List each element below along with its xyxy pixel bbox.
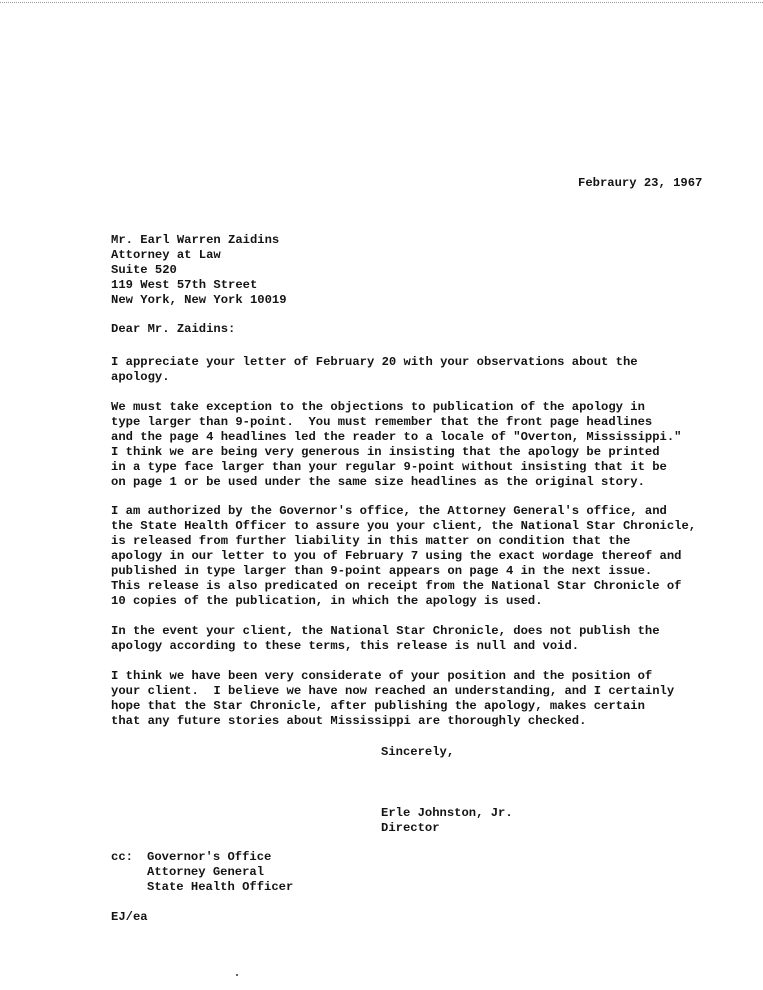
paragraph-line: I appreciate your letter of February 20 with your observations about the xyxy=(111,355,638,369)
paragraph-3 xyxy=(111,504,696,609)
paragraph-line: apology in our letter to you of February 7 using the exact wordage thereof and xyxy=(111,549,682,563)
cc-list xyxy=(147,850,293,895)
paragraph-line: on page 1 or be used under the same size headlines as the original story. xyxy=(111,475,645,489)
signer-title: Director xyxy=(381,821,440,835)
salutation: Dear Mr. Zaidins: xyxy=(111,322,236,336)
paragraph-line: in a type face larger than your regular 9-point without insisting that it be xyxy=(111,460,667,474)
paragraph-line: This release is also predicated on receipt from the National Star Chronicle of xyxy=(111,579,682,593)
paragraph-line: We must take exception to the objections to publication of the apology in xyxy=(111,400,645,414)
cc-recipient: Attorney General xyxy=(147,865,265,879)
paragraph-4 xyxy=(111,624,660,654)
paragraph-line: published in type larger than 9-point appears on page 4 in the next issue. xyxy=(111,564,653,578)
paragraph-line: hope that the Star Chronicle, after publishing the apology, makes certain xyxy=(111,699,645,713)
recipient-line: 119 West 57th Street xyxy=(111,278,258,292)
paragraph-line: In the event your client, the National Star Chronicle, does not publish the xyxy=(111,624,660,638)
paragraph-line: your client. I believe we have now reached an understanding, and I certainly xyxy=(111,684,675,698)
paragraph-line: that any future stories about Mississippi are thoroughly checked. xyxy=(111,714,587,728)
letter-date: Febraury 23, 1967 xyxy=(578,176,703,190)
recipient-line: New York, New York 10019 xyxy=(111,293,287,307)
paragraph-line: I think we are being very generous in insisting that the apology be printed xyxy=(111,445,660,459)
cc-recipient: State Health Officer xyxy=(147,880,294,894)
paragraph-1 xyxy=(111,355,638,385)
paragraph-line: I think we have been very considerate of your position and the position of xyxy=(111,669,653,683)
typist-initials: EJ/ea xyxy=(111,910,148,924)
recipient-line: Mr. Earl Warren Zaidins xyxy=(111,233,280,247)
paragraph-5 xyxy=(111,669,674,729)
signer-name: Erle Johnston, Jr. xyxy=(381,806,513,820)
paragraph-line: is released from further liability in this matter on condition that the xyxy=(111,534,631,548)
paragraph-line: type larger than 9-point. You must remember that the front page headlines xyxy=(111,415,653,429)
paragraph-line: and the page 4 headlines led the reader to a locale of "Overton, Mississippi." xyxy=(111,430,682,444)
scan-speck xyxy=(236,974,238,976)
signature-block xyxy=(381,806,513,836)
recipient-line: Attorney at Law xyxy=(111,248,221,262)
paragraph-2 xyxy=(111,400,681,490)
recipient-line: Suite 520 xyxy=(111,263,177,277)
paragraph-line: 10 copies of the publication, in which the apology is used. xyxy=(111,594,543,608)
scan-edge-artifact xyxy=(0,2,763,5)
recipient-address xyxy=(111,233,287,308)
closing: Sincerely, xyxy=(381,745,455,759)
paragraph-line: apology according to these terms, this release is null and void. xyxy=(111,639,580,653)
paragraph-line: I am authorized by the Governor's office, the Attorney General's office, and xyxy=(111,504,667,518)
paragraph-line: apology. xyxy=(111,370,170,384)
cc-label: cc: xyxy=(111,850,133,864)
cc-recipient: Governor's Office xyxy=(147,850,272,864)
paragraph-line: the State Health Officer to assure you your client, the National Star Chronicle, xyxy=(111,519,697,533)
